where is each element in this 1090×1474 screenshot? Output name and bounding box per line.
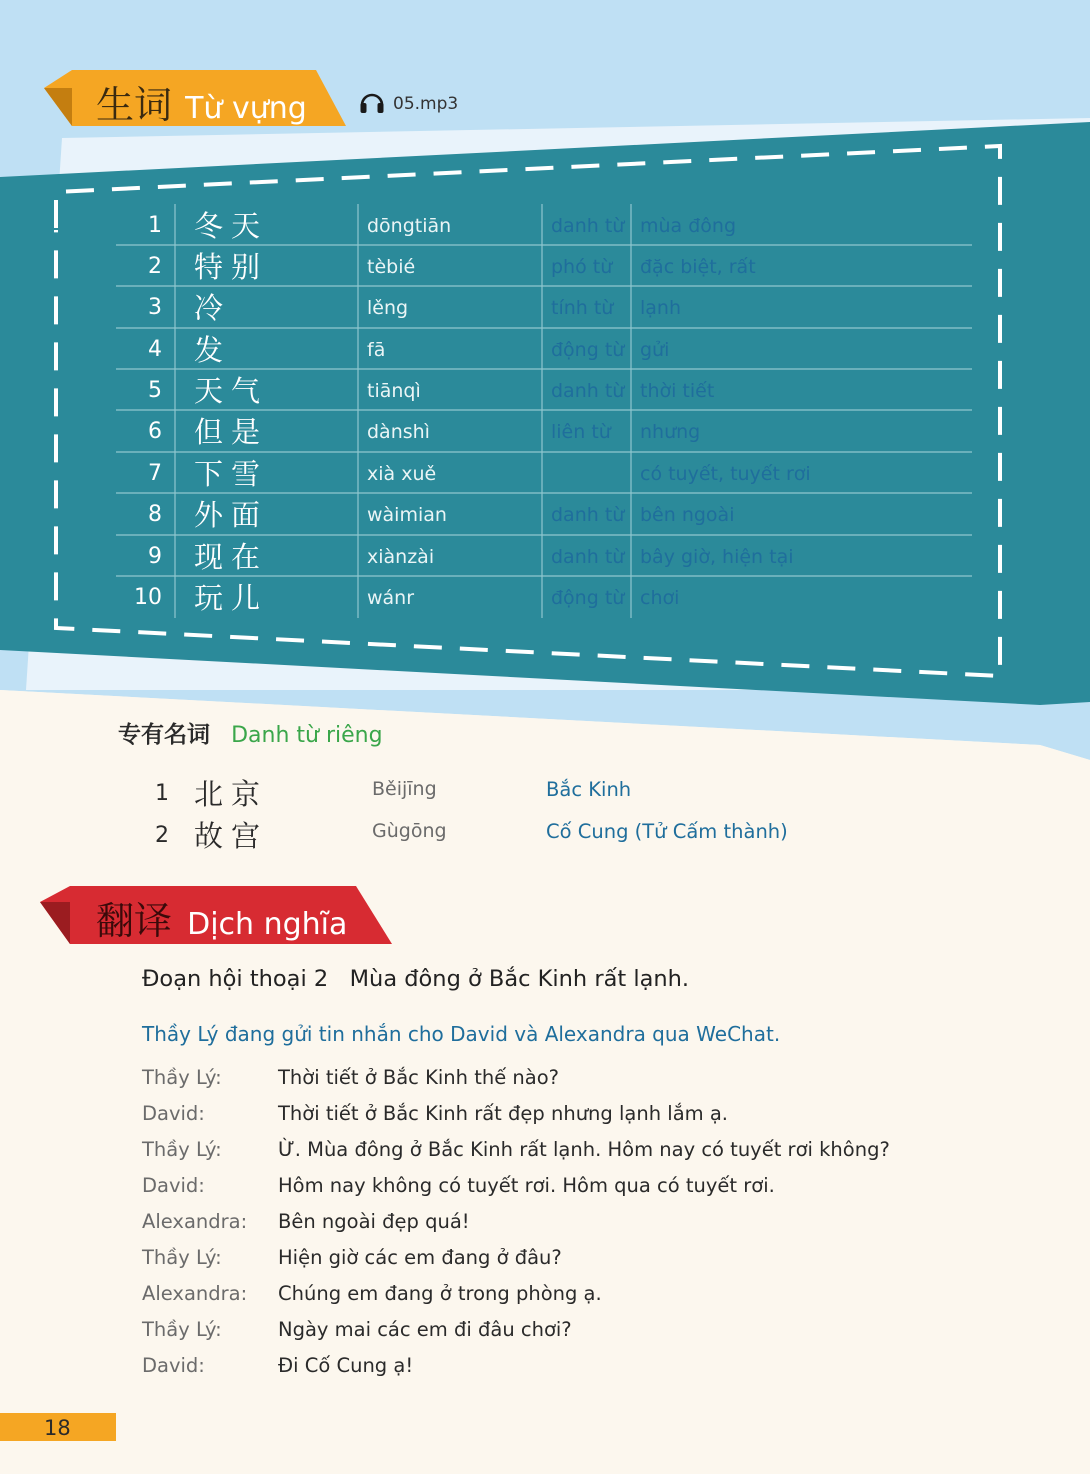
vocab-number: 3 bbox=[148, 295, 162, 320]
headphones-icon[interactable] bbox=[358, 88, 388, 118]
vocab-part-of-speech: phó từ bbox=[551, 256, 613, 278]
vocab-meaning: có tuyết, tuyết rơi bbox=[640, 463, 811, 485]
dialogue-title: Đoạn hội thoại 2 Mùa đông ở Bắc Kinh rất lạnh. bbox=[142, 966, 690, 992]
vocab-number: 8 bbox=[148, 502, 162, 527]
vocab-row bbox=[116, 452, 972, 493]
vocab-pinyin: dōngtiān bbox=[367, 215, 452, 237]
dialogue-intro: Thầy Lý đang gửi tin nhắn cho David và Alexandra qua WeChat. bbox=[142, 1022, 781, 1046]
proper-noun-row bbox=[150, 772, 850, 812]
vocab-header-cn: 生词 bbox=[96, 83, 173, 127]
vocab-hanzi: 冷 bbox=[194, 291, 232, 325]
vocab-meaning: lạnh bbox=[640, 297, 682, 319]
vocab-number: 2 bbox=[148, 254, 162, 279]
dialogue-text: Chúng em đang ở trong phòng ạ. bbox=[278, 1282, 602, 1305]
vocab-row bbox=[116, 535, 972, 576]
proper-noun-number: 2 bbox=[155, 823, 169, 848]
vocab-pinyin: tèbié bbox=[367, 256, 416, 278]
vocab-part-of-speech: danh từ bbox=[551, 504, 625, 526]
dialogue-line bbox=[142, 1348, 1042, 1384]
vocab-meaning: bây giờ, hiện tại bbox=[640, 546, 794, 568]
vocab-row bbox=[116, 369, 972, 410]
vocab-pinyin: xiànzài bbox=[367, 546, 435, 568]
vocab-row bbox=[116, 493, 972, 534]
vocab-hanzi: 但是 bbox=[194, 415, 269, 449]
vocab-meaning: chơi bbox=[640, 587, 680, 609]
proper-noun-meaning: Cố Cung (Tử Cấm thành) bbox=[546, 820, 788, 843]
dialogue-speaker: David: bbox=[142, 1102, 205, 1125]
vocab-hanzi: 特别 bbox=[194, 250, 269, 284]
dialogue-line bbox=[142, 1060, 1042, 1096]
vocab-number: 7 bbox=[148, 461, 162, 486]
vocab-meaning: gửi bbox=[640, 339, 670, 361]
dialogue-speaker: Thầy Lý: bbox=[142, 1138, 222, 1161]
vocab-row bbox=[116, 286, 972, 327]
vocab-number: 5 bbox=[148, 378, 162, 403]
dialogue-line bbox=[142, 1312, 1042, 1348]
dialogue-text: Thời tiết ở Bắc Kinh thế nào? bbox=[278, 1066, 560, 1089]
vocab-pinyin: tiānqì bbox=[367, 380, 421, 402]
proper-noun-hanzi: 故宫 bbox=[194, 819, 269, 853]
dialogue-line bbox=[142, 1240, 1042, 1276]
vocab-part-of-speech: danh từ bbox=[551, 215, 625, 237]
dialogue-speaker: Alexandra: bbox=[142, 1210, 248, 1233]
proper-nouns-title-vi: Danh từ riêng bbox=[231, 723, 383, 748]
dialogue-text: Thời tiết ở Bắc Kinh rất đẹp nhưng lạnh lắm ạ. bbox=[278, 1102, 728, 1125]
vocab-row bbox=[116, 204, 972, 245]
vocab-hanzi: 发 bbox=[194, 333, 232, 367]
vocab-number: 9 bbox=[148, 544, 162, 569]
audio-filename[interactable]: 05.mp3 bbox=[393, 94, 459, 114]
translation-header-vi: Dịch nghĩa bbox=[187, 907, 348, 942]
vocab-pinyin: xià xuě bbox=[367, 463, 437, 485]
dialogue-text: Hiện giờ các em đang ở đâu? bbox=[278, 1246, 562, 1269]
dialogue-speaker: Thầy Lý: bbox=[142, 1066, 222, 1089]
vocab-meaning: bên ngoài bbox=[640, 504, 735, 526]
vocab-row bbox=[116, 245, 972, 286]
dialogue-text: Hôm nay không có tuyết rơi. Hôm qua có tuyết rơi. bbox=[278, 1174, 775, 1197]
dialogue-text: Đi Cố Cung ạ! bbox=[278, 1354, 414, 1377]
dialogue-speaker: Thầy Lý: bbox=[142, 1246, 222, 1269]
vocab-part-of-speech: danh từ bbox=[551, 546, 625, 568]
dialogue-text: Ngày mai các em đi đâu chơi? bbox=[278, 1318, 572, 1341]
proper-noun-pinyin: Běijīng bbox=[372, 778, 437, 800]
dialogue-speaker: Alexandra: bbox=[142, 1282, 248, 1305]
vocab-meaning: nhưng bbox=[640, 421, 701, 443]
proper-noun-hanzi: 北京 bbox=[194, 777, 269, 811]
dialogue-text: Bên ngoài đẹp quá! bbox=[278, 1210, 470, 1233]
proper-noun-number: 1 bbox=[155, 781, 169, 806]
vocab-row bbox=[116, 328, 972, 369]
vocab-part-of-speech: tính từ bbox=[551, 297, 614, 319]
vocab-hanzi: 玩儿 bbox=[194, 581, 269, 615]
vocab-pinyin: dànshì bbox=[367, 421, 430, 443]
vocab-pinyin: wánr bbox=[367, 587, 415, 609]
vocab-number: 10 bbox=[134, 585, 162, 610]
vocab-number: 4 bbox=[148, 337, 162, 362]
proper-noun-pinyin: Gùgōng bbox=[372, 820, 447, 842]
dialogue-line bbox=[142, 1132, 1042, 1168]
proper-nouns-title-cn: 专有名词 bbox=[118, 721, 210, 748]
vocab-row bbox=[116, 410, 972, 451]
vocab-part-of-speech: động từ bbox=[551, 587, 625, 609]
vocab-hanzi: 现在 bbox=[194, 540, 269, 574]
proper-noun-meaning: Bắc Kinh bbox=[546, 778, 632, 801]
dialogue-text: Ừ. Mùa đông ở Bắc Kinh rất lạnh. Hôm nay có tuyết rơi không? bbox=[278, 1138, 890, 1161]
vocab-part-of-speech: danh từ bbox=[551, 380, 625, 402]
vocab-part-of-speech: liên từ bbox=[551, 421, 611, 443]
vocab-meaning: mùa đông bbox=[640, 215, 737, 237]
dialogue-speaker: Thầy Lý: bbox=[142, 1318, 222, 1341]
vocab-hanzi: 天气 bbox=[194, 374, 269, 408]
dialogue-speaker: David: bbox=[142, 1174, 205, 1197]
proper-nouns-title bbox=[118, 716, 383, 749]
vocab-meaning: đặc biệt, rất bbox=[640, 256, 756, 278]
dialogue-line bbox=[142, 1276, 1042, 1312]
page-number: 18 bbox=[44, 1416, 71, 1440]
vocab-part-of-speech: động từ bbox=[551, 339, 625, 361]
translation-header bbox=[96, 890, 347, 945]
vocab-header bbox=[96, 74, 307, 129]
vocab-header-vi: Từ vựng bbox=[185, 91, 307, 126]
vocab-pinyin: lěng bbox=[367, 297, 409, 319]
translation-header-cn: 翻译 bbox=[96, 899, 173, 943]
vocab-pinyin: fā bbox=[367, 339, 386, 361]
vocab-hanzi: 冬天 bbox=[194, 209, 269, 243]
dialogue-line bbox=[142, 1096, 1042, 1132]
proper-noun-row bbox=[150, 814, 850, 854]
vocab-hanzi: 外面 bbox=[194, 498, 269, 532]
dialogue-speaker: David: bbox=[142, 1354, 205, 1377]
dialogue-line bbox=[142, 1204, 1042, 1240]
vocab-number: 1 bbox=[148, 213, 162, 238]
vocab-hanzi: 下雪 bbox=[194, 457, 269, 491]
vocab-meaning: thời tiết bbox=[640, 380, 715, 402]
vocab-pinyin: wàimian bbox=[367, 504, 447, 526]
dialogue-line bbox=[142, 1168, 1042, 1204]
vocab-number: 6 bbox=[148, 419, 162, 444]
vocab-row bbox=[116, 576, 972, 617]
